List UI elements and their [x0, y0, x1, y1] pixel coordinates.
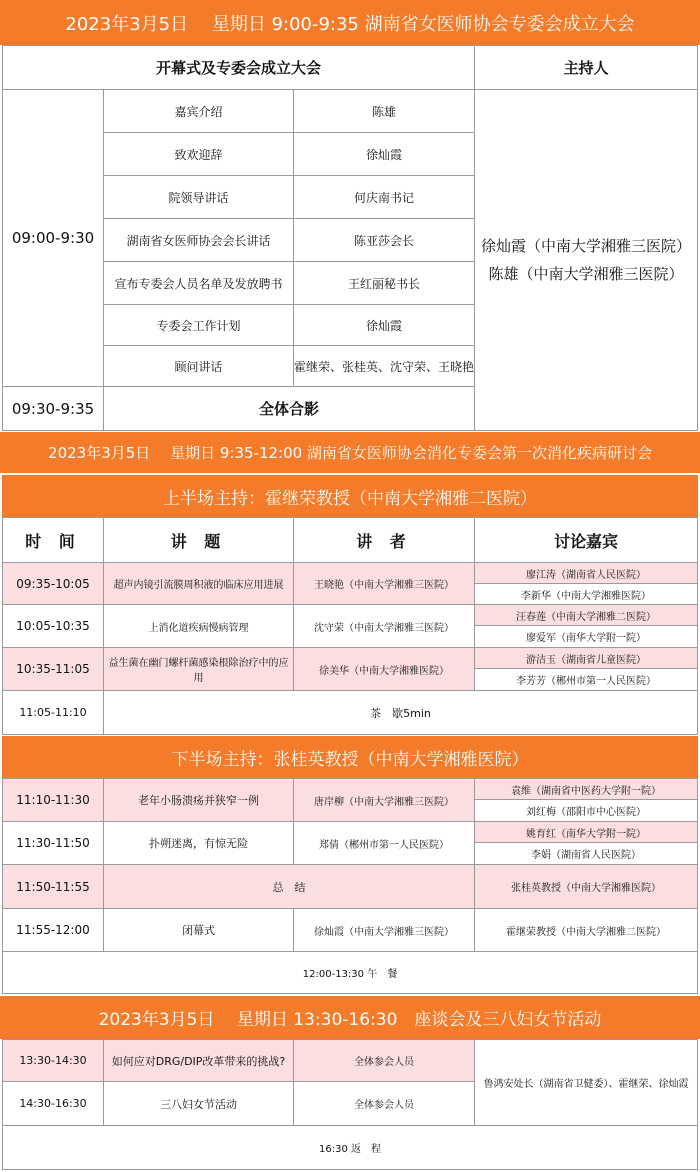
- s1-col-opening: 开幕式及专委会成立大会: [2, 45, 475, 90]
- closing-person: 霍继荣教授（中南大学湘雅二医院）: [474, 908, 698, 952]
- s1-item: 顾问讲话: [103, 345, 294, 387]
- agenda-topic: 扑朔迷离，有惊无险: [103, 821, 294, 865]
- agenda-speaker: 沈守荣（中南大学湘雅三医院）: [293, 604, 475, 648]
- summary-person: 张桂英教授（中南大学湘雅医院）: [474, 864, 698, 909]
- summary-time: 11:50-11:55: [2, 864, 104, 909]
- first-half-host: 上半场主持：霍继荣教授（中南大学湘雅二医院）: [2, 475, 698, 517]
- s1-hosts: [474, 89, 698, 431]
- agenda-speaker: 全体参会人员: [293, 1039, 475, 1082]
- discussion-guest: 廖爱军（南华大学附一院）: [474, 625, 698, 648]
- s1-person: 何庆南书记: [293, 175, 475, 219]
- agenda-topic: 老年小肠溃疡并狭窄一例: [103, 778, 294, 822]
- s1-item: 湖南省女医师协会会长讲话: [103, 218, 294, 262]
- s1-person: 王红丽秘书长: [293, 261, 475, 305]
- agenda-time: 11:30-11:50: [2, 821, 104, 865]
- agenda-speaker: 唐岸柳（中南大学湘雅三医院）: [293, 778, 475, 822]
- section1-header: 2023年3月5日 星期日 9:00-9:35 湖南省女医师协会专委会成立大会: [0, 0, 700, 45]
- s1-person: 霍继荣、张桂英、沈守荣、王晓艳: [293, 345, 475, 387]
- host-name: 陈雄（中南大学湘雅三医院）: [488, 265, 684, 283]
- lunch-break: 12:00-13:30 午 餐: [2, 951, 698, 994]
- closing-time: 11:55-12:00: [2, 908, 104, 952]
- s1-item: 宣布专委会人员名单及发放聘书: [103, 261, 294, 305]
- agenda-topic: 益生菌在幽门螺杆菌感染根除治疗中的应用: [103, 647, 294, 691]
- discussion-guest: 廖江涛（湖南省人民医院）: [474, 562, 698, 584]
- agenda-time: 09:35-10:05: [2, 562, 104, 605]
- agenda-time: 10:35-11:05: [2, 647, 104, 691]
- discussion-guest: 李娟（湖南省人民医院）: [474, 842, 698, 865]
- tea-break: 茶 歇5min: [103, 690, 698, 735]
- discussion-guest: 汪春莲（中南大学湘雅二医院）: [474, 604, 698, 626]
- agenda-time: 11:10-11:30: [2, 778, 104, 822]
- agenda-time: 13:30-14:30: [2, 1039, 104, 1082]
- agenda-speaker: 徐美华（中南大学湘雅医院）: [293, 647, 475, 691]
- s1-person: 陈雄: [293, 89, 475, 133]
- section3-header: 2023年3月5日 星期日 13:30-16:30 座谈会及三八妇女节活动: [0, 996, 700, 1039]
- agenda-speaker: 郑倩（郴州市第一人民医院）: [293, 821, 475, 865]
- col-time: 时 间: [2, 517, 104, 563]
- discussion-guest: 李芳芳（郴州市第一人民医院）: [474, 668, 698, 691]
- return-trip: 16:30 返 程: [2, 1125, 698, 1170]
- section2-header: 2023年3月5日 星期日 9:35-12:00 湖南省女医师协会消化专委会第一次消化疾病研讨会: [0, 432, 700, 473]
- discussion-guest: 李新华（中南大学湘雅医院）: [474, 583, 698, 605]
- agenda-topic: 上消化道疾病慢病管理: [103, 604, 294, 648]
- col-speaker: 讲 者: [293, 517, 475, 563]
- second-half-host: 下半场主持：张桂英教授（中南大学湘雅医院）: [2, 736, 698, 778]
- discussion-guest: 刘红梅（邵阳市中心医院）: [474, 799, 698, 822]
- closing-label: 闭幕式: [103, 908, 294, 952]
- s1-col-host: 主持人: [474, 45, 698, 90]
- agenda-topic: 三八妇女节活动: [103, 1081, 294, 1126]
- agenda-time: 14:30-16:30: [2, 1081, 104, 1126]
- discussion-guest: 袁维（湖南省中医药大学附一院）: [474, 778, 698, 800]
- s1-item: 专委会工作计划: [103, 304, 294, 346]
- s1-item: 致欢迎辞: [103, 132, 294, 176]
- s1-time-0900: 09:00-9:30: [2, 89, 104, 387]
- s1-person: 陈亚莎会长: [293, 218, 475, 262]
- discussion-guest: 姚育红（南华大学附一院）: [474, 821, 698, 843]
- s3-guests: 鲁鸿安处长（湖南省卫健委）、霍继荣、徐灿霞: [474, 1039, 698, 1126]
- agenda-time: 10:05-10:35: [2, 604, 104, 648]
- s1-time-0930: 09:30-9:35: [2, 386, 104, 431]
- agenda-topic: 超声内镜引流膜周积液的临床应用进展: [103, 562, 294, 605]
- s1-group-photo: 全体合影: [103, 386, 475, 431]
- col-guests: 讨论嘉宾: [474, 517, 698, 563]
- closing-speaker: 徐灿霞（中南大学湘雅三医院）: [293, 908, 475, 952]
- host-name: 徐灿霞（中南大学湘雅三医院）: [480, 237, 691, 255]
- summary-label: 总 结: [103, 864, 475, 909]
- s1-item: 嘉宾介绍: [103, 89, 294, 133]
- s1-person: 徐灿霞: [293, 304, 475, 346]
- agenda-speaker: 王晓艳（中南大学湘雅三医院）: [293, 562, 475, 605]
- break-time: 11:05-11:10: [2, 690, 104, 735]
- s1-item: 院领导讲话: [103, 175, 294, 219]
- discussion-guest: 游洁玉（湖南省儿童医院）: [474, 647, 698, 669]
- agenda-topic: 如何应对DRG/DIP改革带来的挑战?: [103, 1039, 294, 1082]
- agenda-speaker: 全体参会人员: [293, 1081, 475, 1126]
- col-topic: 讲 题: [103, 517, 294, 563]
- s1-person: 徐灿霞: [293, 132, 475, 176]
